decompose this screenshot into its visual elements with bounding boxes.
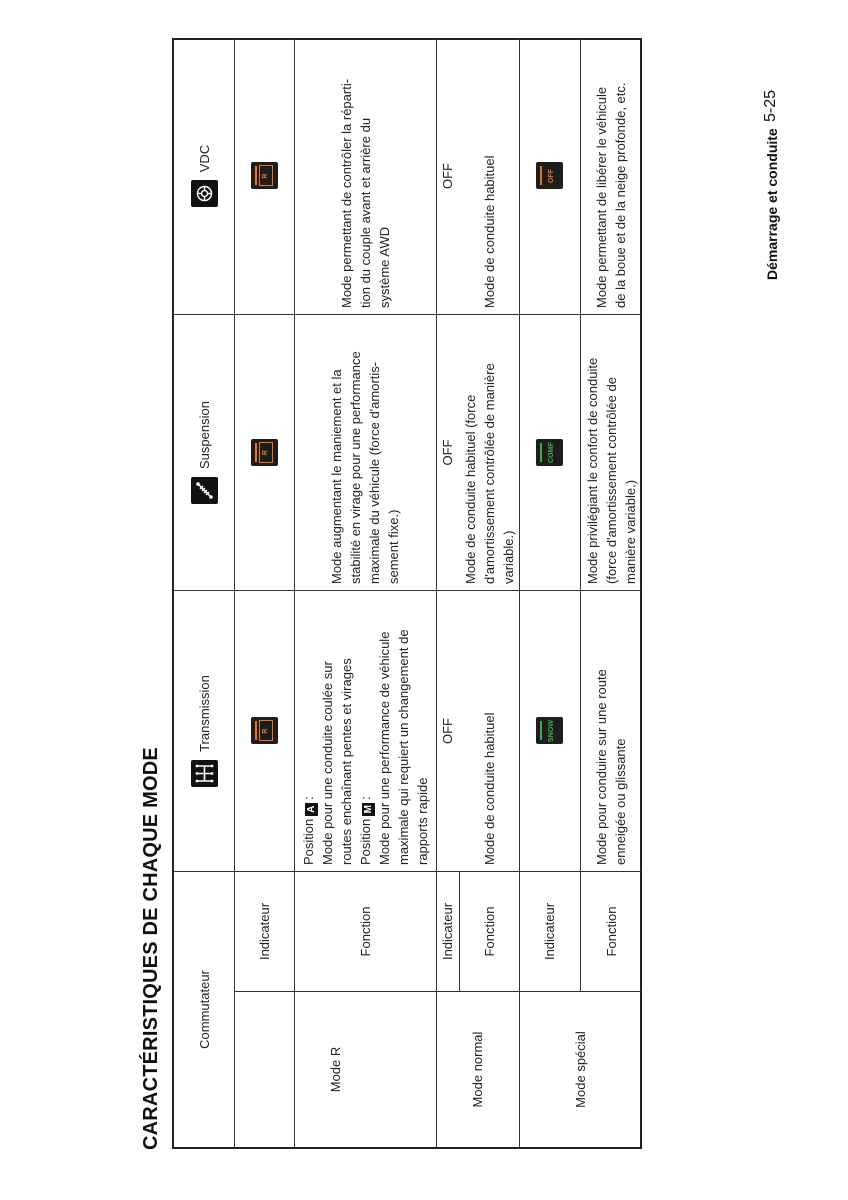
header-transmission-label: Transmission — [196, 675, 212, 752]
page-title: CARACTÉRISTIQUES DE CHAQUE MODE — [140, 747, 162, 1150]
r-indicator-icon — [251, 439, 278, 466]
function-text-line: Mode augmentant le maniement et la — [329, 369, 344, 584]
footer-page-number: 5-25 — [762, 89, 779, 122]
header-transmission — [174, 591, 234, 871]
r-indicator-text: R — [259, 442, 273, 463]
mode-r-suspension-indicator — [234, 315, 294, 590]
function-text-line: système AWD — [376, 226, 392, 308]
header-suspension — [174, 315, 234, 590]
function-text-line: maximale du véhicule (force d'amortis- — [367, 361, 382, 584]
mode-normal-label: Mode normal — [470, 1031, 485, 1108]
mode-r-transmission-indicator — [234, 591, 294, 871]
mode-special-suspension-indicator — [519, 315, 580, 590]
mode-special-vdc-function — [580, 38, 642, 314]
header-vdc — [174, 38, 234, 314]
mode-r-vdc-function — [294, 38, 436, 314]
mode-table — [172, 38, 642, 1149]
snow-indicator-icon — [536, 718, 563, 745]
mode-special-vdc-indicator — [519, 38, 580, 314]
function-text-line: Mode de conduite habituel — [481, 712, 497, 865]
vdc-icon — [191, 180, 218, 207]
header-vdc-label: VDC — [196, 144, 212, 173]
mode-special-indicator-label: Indicateur — [542, 902, 557, 961]
function-text-line: Mode pour une performance de véhicule — [376, 631, 392, 865]
transmission-icon — [191, 760, 218, 787]
mode-normal-suspension-indicator: OFF — [440, 439, 455, 466]
snow-indicator-text: SNOW — [547, 719, 555, 743]
mode-r-label: Mode R — [327, 1046, 343, 1093]
function-text-line: Mode privilégiant le confort de conduite — [584, 357, 600, 584]
function-text-line: Mode de conduite habituel — [481, 155, 497, 308]
mode-r-indicator-label: Indicateur — [256, 902, 272, 961]
r-indicator-icon — [251, 718, 278, 745]
mode-r-suspension-function — [294, 315, 436, 590]
function-text-line: (force d'amortissement contrôlée de — [603, 377, 619, 584]
function-text-line: de la boue et de la neige profonde, etc. — [613, 82, 628, 308]
position-m-badge: M — [362, 803, 375, 816]
mode-normal-transmission-function — [459, 591, 519, 871]
mode-special-label: Mode spécial — [573, 1031, 588, 1108]
r-indicator-icon — [251, 163, 278, 190]
r-indicator-text: R — [259, 721, 273, 742]
function-text-line: rapports rapide — [414, 777, 430, 865]
mode-special-transmission-function — [580, 591, 642, 871]
header-suspension-label: Suspension — [196, 401, 212, 469]
position-a-line — [299, 597, 318, 865]
function-text-line: routes enchaînant pentes et virages — [338, 658, 354, 865]
mode-normal-vdc-function — [459, 38, 519, 314]
comf-indicator-icon — [536, 439, 563, 466]
function-text-line: maximale qui requiert un changement de — [395, 629, 411, 865]
mode-normal-transmission-indicator: OFF — [440, 718, 455, 744]
function-text-line: enneigée ou glissante — [613, 738, 628, 865]
mode-r-vdc-indicator — [234, 38, 294, 314]
mode-normal-vdc-indicator: OFF — [440, 163, 455, 189]
function-text-line: variable.) — [500, 530, 516, 584]
comf-indicator-text: COMF — [547, 441, 555, 463]
position-colon: : — [357, 796, 373, 800]
position-label: Position — [357, 818, 373, 865]
function-text-line: d'amortissement contrôlée de manière — [481, 363, 497, 584]
position-m-line — [356, 597, 375, 865]
position-label: Position — [300, 818, 316, 865]
function-text-line: Mode pour une conduite coulée sur — [319, 661, 335, 865]
suspension-icon — [191, 477, 218, 504]
r-indicator-text: R — [259, 166, 273, 187]
function-text-line: Mode permettant de contrôler la réparti- — [338, 78, 354, 308]
vdc-off-indicator-text: OFF — [547, 168, 555, 184]
function-text-line: stabilité en virage pour une performance — [348, 351, 363, 584]
mode-r-transmission-function — [294, 591, 436, 871]
mode-special-suspension-function — [580, 315, 642, 590]
function-text-line: Mode pour conduire sur une route — [594, 669, 609, 865]
vdc-off-indicator-icon — [536, 163, 563, 190]
function-text-line: Mode permettant de libérer le véhicule — [594, 86, 609, 308]
mode-normal-suspension-function — [459, 315, 519, 590]
mode-r-function-label: Fonction — [357, 906, 373, 957]
mode-special-function-label: Fonction — [603, 906, 619, 957]
switch-header: Commutateur — [196, 970, 212, 1049]
function-text-line: sement fixe.) — [386, 509, 401, 584]
function-text-line: tion du couple avant et arrière du — [357, 117, 373, 308]
footer-chapter: Démarrage et conduite — [764, 128, 780, 280]
mode-special-transmission-indicator — [519, 591, 580, 871]
position-colon: : — [300, 796, 316, 800]
function-text-line: manière variable.) — [622, 479, 638, 584]
mode-normal-indicator-label: Indicateur — [440, 902, 455, 961]
mode-normal-function-label: Fonction — [481, 906, 497, 957]
function-text-line: Mode de conduite habituel (force — [462, 394, 478, 584]
position-a-badge: A — [305, 803, 318, 816]
